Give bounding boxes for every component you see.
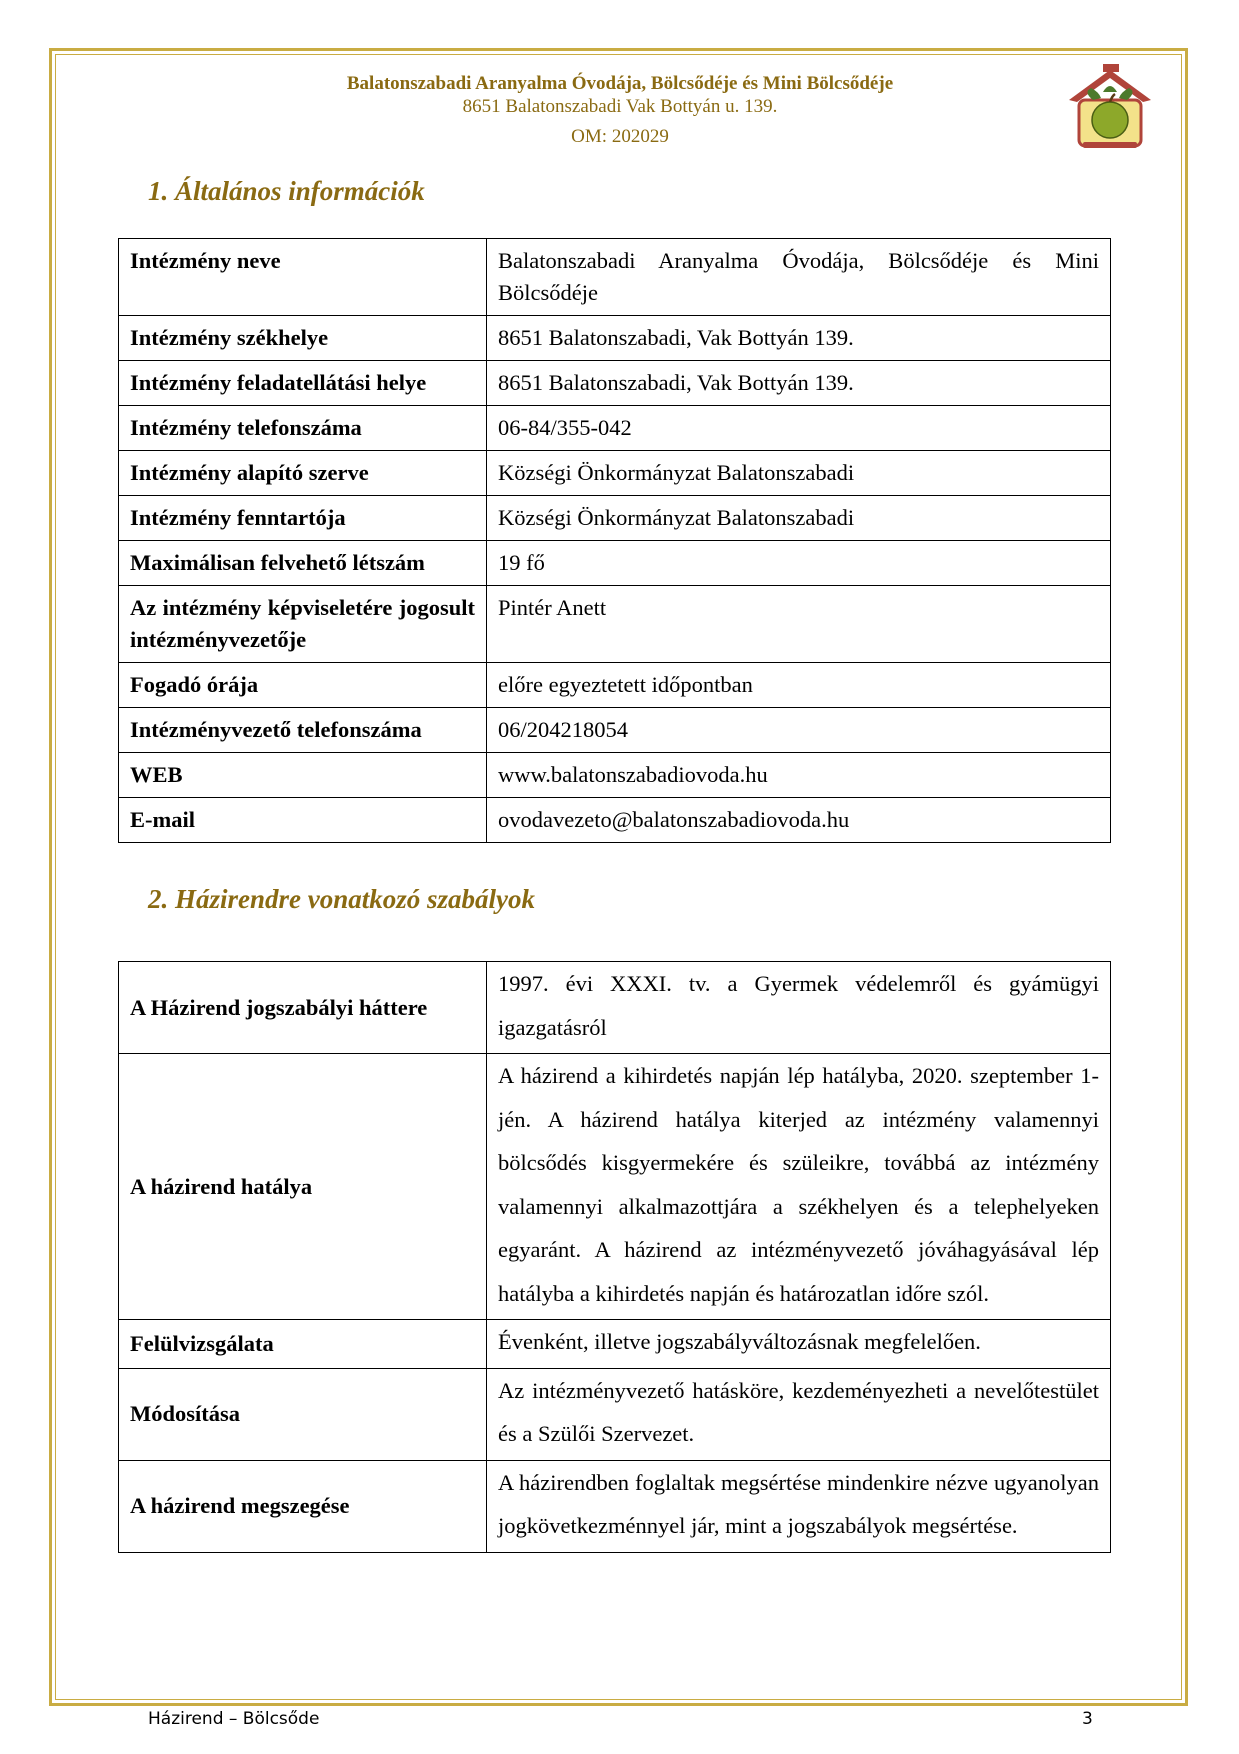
section2-title: 2. Házirendre vonatkozó szabályok xyxy=(148,884,536,914)
apple-logo-icon xyxy=(1063,62,1157,154)
row-label: Maximálisan felvehető létszám xyxy=(119,541,487,586)
table-row xyxy=(119,708,1111,753)
institution-address: 8651 Balatonszabadi Vak Bottyán u. 139. xyxy=(462,96,778,117)
row-label: E-mail xyxy=(119,798,487,843)
table-row xyxy=(119,1368,1111,1460)
footer-title: Házirend – Bölcsőde xyxy=(148,1709,320,1729)
table-row xyxy=(119,361,1111,406)
table-row xyxy=(119,1054,1111,1320)
row-value: Évenként, illetve jogszabályváltozásnak megfelelően. xyxy=(487,1320,1111,1369)
row-label: Módosítása xyxy=(119,1368,487,1460)
table-row xyxy=(119,798,1111,843)
row-label: Intézmény neve xyxy=(119,239,487,316)
row-label: Intézményvezető telefonszáma xyxy=(119,708,487,753)
letterhead xyxy=(200,72,1040,148)
table-row xyxy=(119,316,1111,361)
row-value: 06-84/355-042 xyxy=(487,406,1111,451)
page-number: 3 xyxy=(1082,1709,1093,1729)
row-value: Községi Önkormányzat Balatonszabadi xyxy=(487,496,1111,541)
table-row xyxy=(119,239,1111,316)
row-value: A házirend a kihirdetés napján lép hatályba, 2020. szeptember 1-jén. A házirend hatálya kiterjed az intézmény valamennyi bölcsődés kisgyermekére és szüleikre, továbbá az intézmény valamennyi alkalmazottjára a székhelyen és a telephelyeken egyaránt. A házirend az intézményvezető jóváhagyásával lép hatályba a kihirdetés napján és határozatlan időre szól. xyxy=(487,1054,1111,1320)
row-value: 8651 Balatonszabadi, Vak Bottyán 139. xyxy=(487,316,1111,361)
table-row xyxy=(119,406,1111,451)
house-rules-table xyxy=(118,961,1111,1553)
row-label: Intézmény fenntartója xyxy=(119,496,487,541)
table-row xyxy=(119,496,1111,541)
row-value: A házirendben foglaltak megsértése mindenkire nézve ugyanolyan jogkövetkezménnyel jár, mint a jogszabályok megsértése. xyxy=(487,1460,1111,1552)
row-value: 8651 Balatonszabadi, Vak Bottyán 139. xyxy=(487,361,1111,406)
row-label: Intézmény feladatellátási helye xyxy=(119,361,487,406)
section1-title: 1. Általános információk xyxy=(148,176,425,206)
row-value: 06/204218054 xyxy=(487,708,1111,753)
row-value: www.balatonszabadiovoda.hu xyxy=(487,753,1111,798)
row-value: Balatonszabadi Aranyalma Óvodája, Bölcsődéje és Mini Bölcsődéje xyxy=(487,239,1111,316)
table-row xyxy=(119,753,1111,798)
row-value: Az intézményvezető hatásköre, kezdeményezheti a nevelőtestület és a Szülői Szervezet. xyxy=(487,1368,1111,1460)
row-label: Felülvizsgálata xyxy=(119,1320,487,1369)
row-label: A Házirend jogszabályi háttere xyxy=(119,962,487,1054)
table-row xyxy=(119,586,1111,663)
row-label: Az intézmény képviseletére jogosult intézményvezetője xyxy=(119,586,487,663)
om-number: OM: 202029 xyxy=(571,126,669,147)
row-label: A házirend hatálya xyxy=(119,1054,487,1320)
row-label: A házirend megszegése xyxy=(119,1460,487,1552)
table-row xyxy=(119,451,1111,496)
general-info-table xyxy=(118,238,1111,843)
table-row xyxy=(119,541,1111,586)
row-value: 19 fő xyxy=(487,541,1111,586)
row-value: Községi Önkormányzat Balatonszabadi xyxy=(487,451,1111,496)
table-row xyxy=(119,1460,1111,1552)
table-row xyxy=(119,663,1111,708)
row-value: Pintér Anett xyxy=(487,586,1111,663)
row-value: előre egyeztetett időpontban xyxy=(487,663,1111,708)
institution-name: Balatonszabadi Aranyalma Óvodája, Bölcsődéje és Mini Bölcsődéje xyxy=(346,73,894,94)
row-label: Intézmény alapító szerve xyxy=(119,451,487,496)
row-value: 1997. évi XXXI. tv. a Gyermek védelemről és gyámügyi igazgatásról xyxy=(487,962,1111,1054)
table-row xyxy=(119,1320,1111,1369)
row-label: WEB xyxy=(119,753,487,798)
row-value: ovodavezeto@balatonszabadiovoda.hu xyxy=(487,798,1111,843)
row-label: Intézmény székhelye xyxy=(119,316,487,361)
row-label: Fogadó órája xyxy=(119,663,487,708)
row-label: Intézmény telefonszáma xyxy=(119,406,487,451)
table-row xyxy=(119,962,1111,1054)
